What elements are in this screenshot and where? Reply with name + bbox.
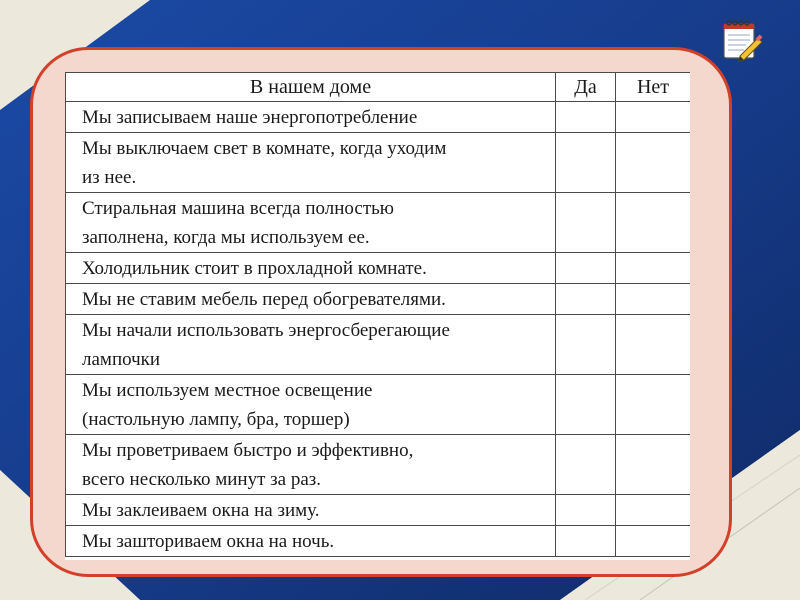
- energy-survey-table: [65, 72, 690, 557]
- survey-document: [65, 72, 690, 560]
- table-row: [66, 133, 691, 193]
- survey-question-text: Мы начали использовать энергосберегающие лампочки: [82, 320, 450, 370]
- survey-question: [66, 133, 556, 193]
- table-header-row: [66, 73, 691, 102]
- answer-yes-cell[interactable]: [556, 315, 616, 375]
- answer-yes-cell[interactable]: [556, 133, 616, 193]
- answer-no-cell[interactable]: [616, 526, 691, 557]
- answer-no-cell[interactable]: [616, 284, 691, 315]
- survey-question-text: Холодильник стоит в прохладной комнате.: [82, 258, 427, 279]
- survey-question-text: Мы не ставим мебель перед обогревателями.: [82, 289, 446, 310]
- column-header-yes: Да: [556, 73, 616, 102]
- answer-yes-cell[interactable]: [556, 495, 616, 526]
- answer-no-cell[interactable]: [616, 133, 691, 193]
- column-header-no: Нет: [616, 73, 691, 102]
- survey-question: [66, 526, 556, 557]
- survey-question: [66, 284, 556, 315]
- answer-yes-cell[interactable]: [556, 253, 616, 284]
- survey-question: [66, 315, 556, 375]
- table-row: [66, 102, 691, 133]
- answer-no-cell[interactable]: [616, 102, 691, 133]
- column-header-question: В нашем доме: [66, 73, 556, 102]
- answer-no-cell[interactable]: [616, 315, 691, 375]
- answer-yes-cell[interactable]: [556, 375, 616, 435]
- survey-question-text: Стиральная машина всегда полностью заполнена, когда мы используем ее.: [82, 198, 394, 248]
- survey-question: [66, 253, 556, 284]
- answer-yes-cell[interactable]: [556, 435, 616, 495]
- table-row: [66, 284, 691, 315]
- survey-question-text: Мы используем местное освещение (настольную лампу, бра, торшер): [82, 380, 373, 430]
- answer-yes-cell[interactable]: [556, 193, 616, 253]
- survey-question: [66, 495, 556, 526]
- notepad-pencil-icon[interactable]: [718, 18, 764, 64]
- table-row: [66, 495, 691, 526]
- survey-question-text: Мы заклеиваем окна на зиму.: [82, 500, 320, 521]
- answer-no-cell[interactable]: [616, 435, 691, 495]
- answer-yes-cell[interactable]: [556, 102, 616, 133]
- survey-question: [66, 193, 556, 253]
- survey-question-text: Мы выключаем свет в комнате, когда уходим из нее.: [82, 138, 447, 188]
- answer-yes-cell[interactable]: [556, 526, 616, 557]
- survey-question: [66, 375, 556, 435]
- survey-question-text: Мы записываем наше энергопотребление: [82, 107, 418, 128]
- answer-no-cell[interactable]: [616, 375, 691, 435]
- table-row: [66, 193, 691, 253]
- answer-no-cell[interactable]: [616, 495, 691, 526]
- table-row: [66, 435, 691, 495]
- answer-no-cell[interactable]: [616, 253, 691, 284]
- table-row: [66, 375, 691, 435]
- survey-question-text: Мы зашториваем окна на ночь.: [82, 531, 335, 552]
- answer-yes-cell[interactable]: [556, 284, 616, 315]
- table-row: [66, 253, 691, 284]
- survey-table-body: [66, 102, 691, 557]
- table-row: [66, 315, 691, 375]
- survey-question: [66, 435, 556, 495]
- survey-question: [66, 102, 556, 133]
- answer-no-cell[interactable]: [616, 193, 691, 253]
- table-row: [66, 526, 691, 557]
- survey-question-text: Мы проветриваем быстро и эффективно, всего несколько минут за раз.: [82, 440, 414, 490]
